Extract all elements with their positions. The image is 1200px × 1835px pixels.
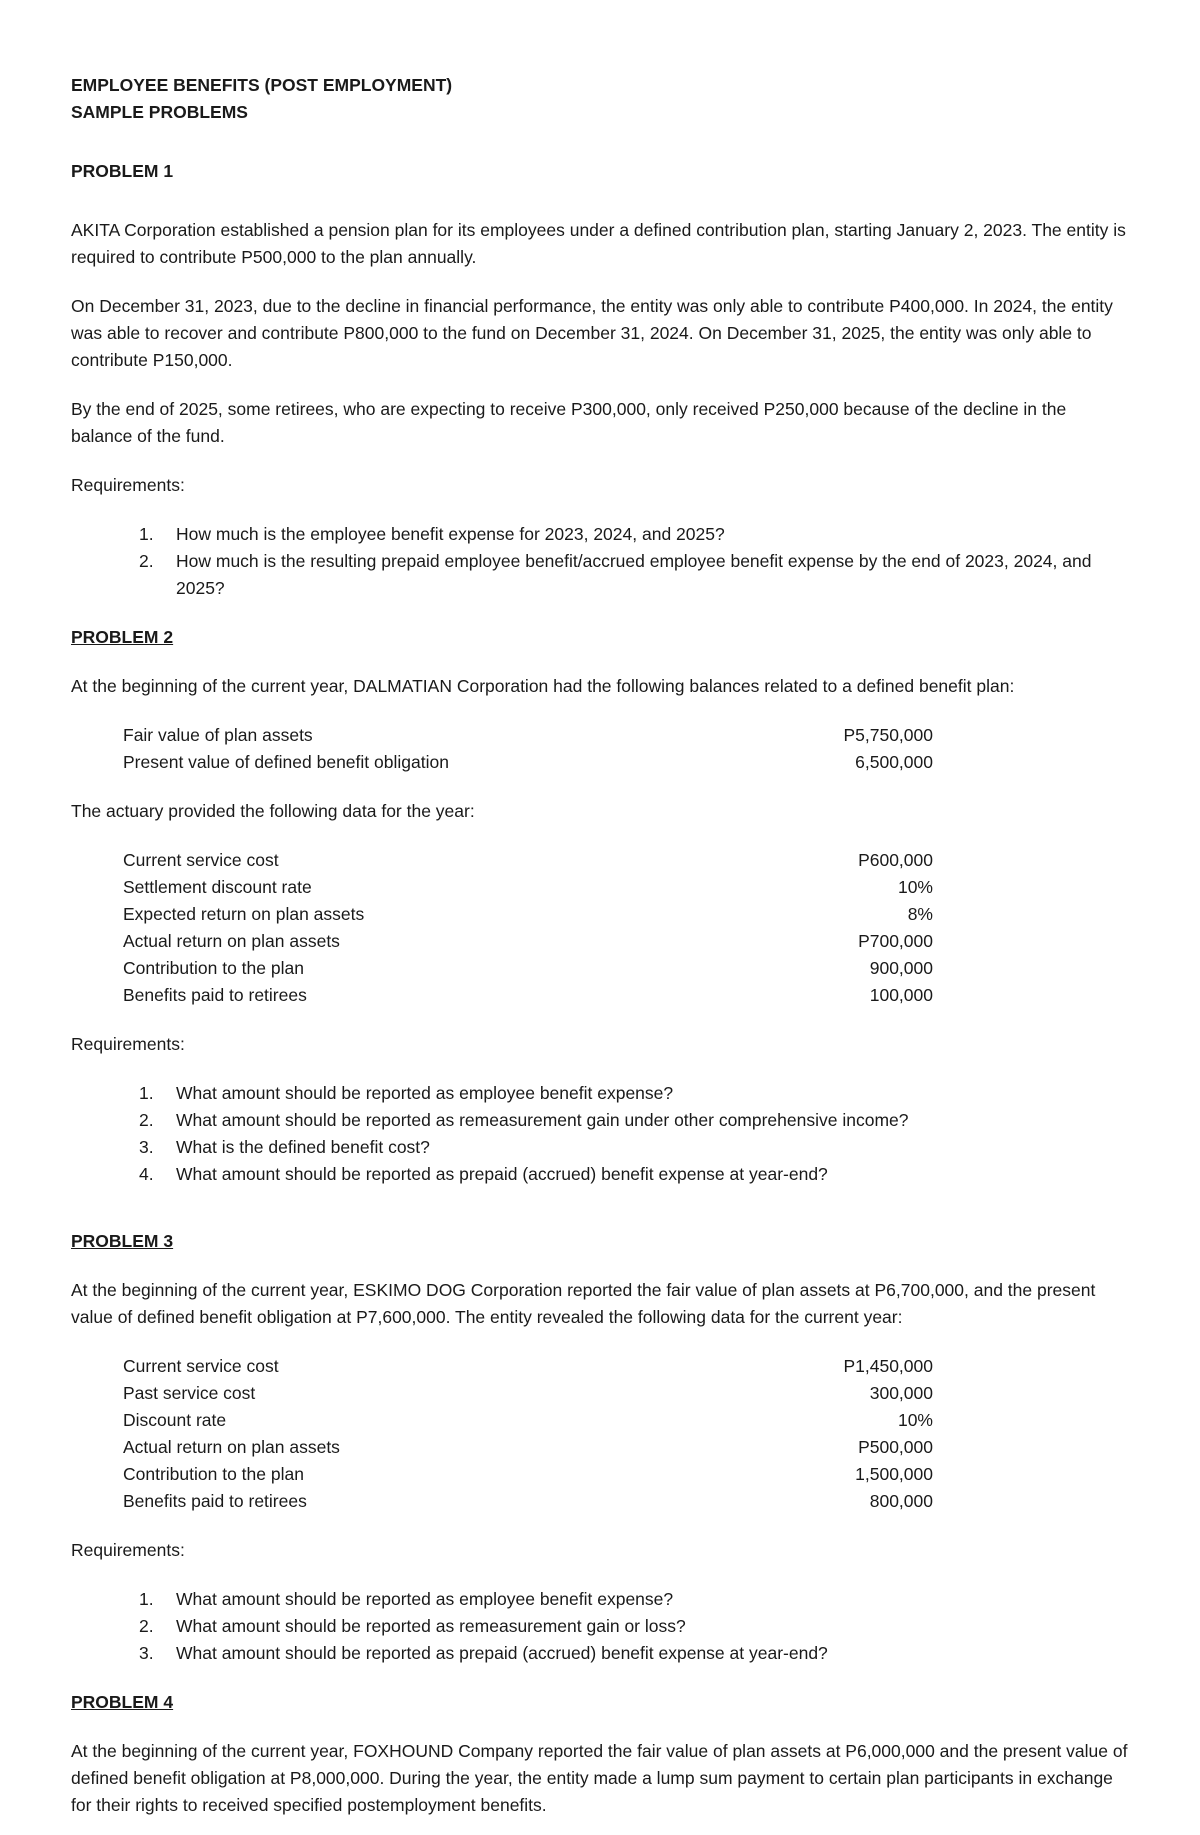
row-value: 6,500,000: [855, 752, 933, 772]
list-item: [71, 1080, 1131, 1107]
table-row: [123, 1488, 933, 1515]
problem-3-data-table: [123, 1353, 933, 1515]
problem-4-intro: At the beginning of the current year, FOXHOUND Company reported the fair value of plan assets at P6,000,000 and the present value of defined benefit obligation at P8,000,000. During the year, the entity made a lump sum payment to certain plan participants in exchange for their rights to received specified postemployment benefits.: [71, 1741, 1128, 1815]
list-item: [71, 1107, 1131, 1134]
problem-1-paragraph-1: AKITA Corporation established a pension plan for its employees under a defined contribution plan, starting January 2, 2023. The entity is required to contribute P500,000 to the plan annually.: [71, 220, 1126, 267]
table-row: [123, 1380, 933, 1407]
list-item: [71, 1613, 1131, 1640]
table-row: [123, 928, 933, 955]
list-number: 2.: [139, 551, 154, 571]
problem-3-requirements-label: Requirements:: [71, 1540, 185, 1560]
list-text: How much is the resulting prepaid employee benefit/accrued employee benefit expense by the end of 2023, 2024, and 2025?: [176, 551, 1092, 598]
table-row: [123, 1353, 933, 1380]
row-value: P500,000: [858, 1437, 933, 1457]
list-number: 1.: [139, 524, 154, 544]
row-value: 8%: [907, 904, 933, 924]
row-value: 100,000: [869, 985, 933, 1005]
problem-2-heading: PROBLEM 2: [71, 627, 174, 647]
table-row: [123, 1407, 933, 1434]
table-row: [123, 982, 933, 1009]
row-value: P600,000: [858, 850, 933, 870]
problem-2-requirements-list: [71, 1080, 1131, 1188]
table-row: [123, 901, 933, 928]
row-label: Benefits paid to retirees: [123, 1491, 307, 1511]
row-label: Expected return on plan assets: [123, 904, 365, 924]
row-label: Actual return on plan assets: [123, 931, 340, 951]
list-text: What is the defined benefit cost?: [176, 1137, 430, 1157]
list-number: 1.: [139, 1589, 154, 1609]
list-text: What amount should be reported as prepaid (accrued) benefit expense at year-end?: [176, 1643, 828, 1663]
row-value: 300,000: [869, 1383, 933, 1403]
row-value: 1,500,000: [855, 1464, 933, 1484]
table-row: [123, 847, 933, 874]
problem-3-requirements-list: [71, 1586, 1131, 1667]
list-number: 3.: [139, 1643, 154, 1663]
row-value: 900,000: [869, 958, 933, 978]
problem-1-requirements-list: [71, 521, 1131, 602]
row-label: Settlement discount rate: [123, 877, 312, 897]
list-number: 3.: [139, 1137, 154, 1157]
row-value: P5,750,000: [843, 725, 933, 745]
row-label: Current service cost: [123, 1356, 279, 1376]
problem-3-intro: At the beginning of the current year, ESKIMO DOG Corporation reported the fair value of plan assets at P6,700,000, and the present value of defined benefit obligation at P7,600,000. The entity revealed the following data for the current year:: [71, 1280, 1096, 1327]
list-number: 2.: [139, 1110, 154, 1130]
list-text: What amount should be reported as employee benefit expense?: [176, 1083, 674, 1103]
problem-1-paragraph-2: On December 31, 2023, due to the decline in financial performance, the entity was only able to contribute P400,000. In 2024, the entity was able to recover and contribute P800,000 to the fund on December 31, 2024. On December 31, 2025, the entity was only able to contribute P150,000.: [71, 296, 1113, 370]
problem-1-requirements-label: Requirements:: [71, 475, 185, 495]
document-title: EMPLOYEE BENEFITS (POST EMPLOYMENT): [71, 75, 453, 95]
problem-1-heading: PROBLEM 1: [71, 161, 174, 181]
problem-2-requirements-label: Requirements:: [71, 1034, 185, 1054]
list-number: 2.: [139, 1616, 154, 1636]
row-value: 10%: [897, 877, 933, 897]
table-row: [123, 749, 933, 776]
table-row: [123, 1434, 933, 1461]
list-item: [71, 521, 1131, 548]
list-number: 4.: [139, 1164, 154, 1184]
table-row: [123, 1461, 933, 1488]
row-value: P1,450,000: [843, 1356, 933, 1376]
table-row: [123, 955, 933, 982]
list-text: How much is the employee benefit expense for 2023, 2024, and 2025?: [176, 524, 725, 544]
table-row: [123, 722, 933, 749]
problem-2-balances-table: [123, 722, 933, 776]
list-item: [71, 1161, 1131, 1188]
row-label: Contribution to the plan: [123, 1464, 304, 1484]
problem-2-intro: At the beginning of the current year, DALMATIAN Corporation had the following balances related to a defined benefit plan:: [71, 676, 1015, 696]
problem-3-heading: PROBLEM 3: [71, 1231, 174, 1251]
row-label: Contribution to the plan: [123, 958, 304, 978]
table-row: [123, 874, 933, 901]
list-text: What amount should be reported as employee benefit expense?: [176, 1589, 674, 1609]
list-text: What amount should be reported as remeasurement gain or loss?: [176, 1616, 686, 1636]
row-value: 800,000: [869, 1491, 933, 1511]
row-value: P700,000: [858, 931, 933, 951]
list-text: What amount should be reported as prepaid (accrued) benefit expense at year-end?: [176, 1164, 828, 1184]
problem-4-heading: PROBLEM 4: [71, 1692, 174, 1712]
row-label: Present value of defined benefit obligation: [123, 752, 449, 772]
list-item: [71, 1640, 1131, 1667]
list-text: What amount should be reported as remeasurement gain under other comprehensive income?: [176, 1110, 909, 1130]
list-number: 1.: [139, 1083, 154, 1103]
document-content: [71, 72, 1131, 1819]
list-item: [71, 1134, 1131, 1161]
problem-2-data-table: [123, 847, 933, 1009]
document-subtitle: SAMPLE PROBLEMS: [71, 102, 248, 122]
row-label: Benefits paid to retirees: [123, 985, 307, 1005]
row-label: Fair value of plan assets: [123, 725, 313, 745]
list-item: [71, 548, 1131, 602]
row-label: Discount rate: [123, 1410, 227, 1430]
list-item: [71, 1586, 1131, 1613]
row-label: Current service cost: [123, 850, 279, 870]
problem-2-actuary-intro: The actuary provided the following data for the year:: [71, 801, 475, 821]
problem-1-paragraph-3: By the end of 2025, some retirees, who are expecting to receive P300,000, only received P250,000 because of the decline in the balance of the fund.: [71, 399, 1067, 446]
row-label: Actual return on plan assets: [123, 1437, 340, 1457]
row-value: 10%: [897, 1410, 933, 1430]
row-label: Past service cost: [123, 1383, 256, 1403]
